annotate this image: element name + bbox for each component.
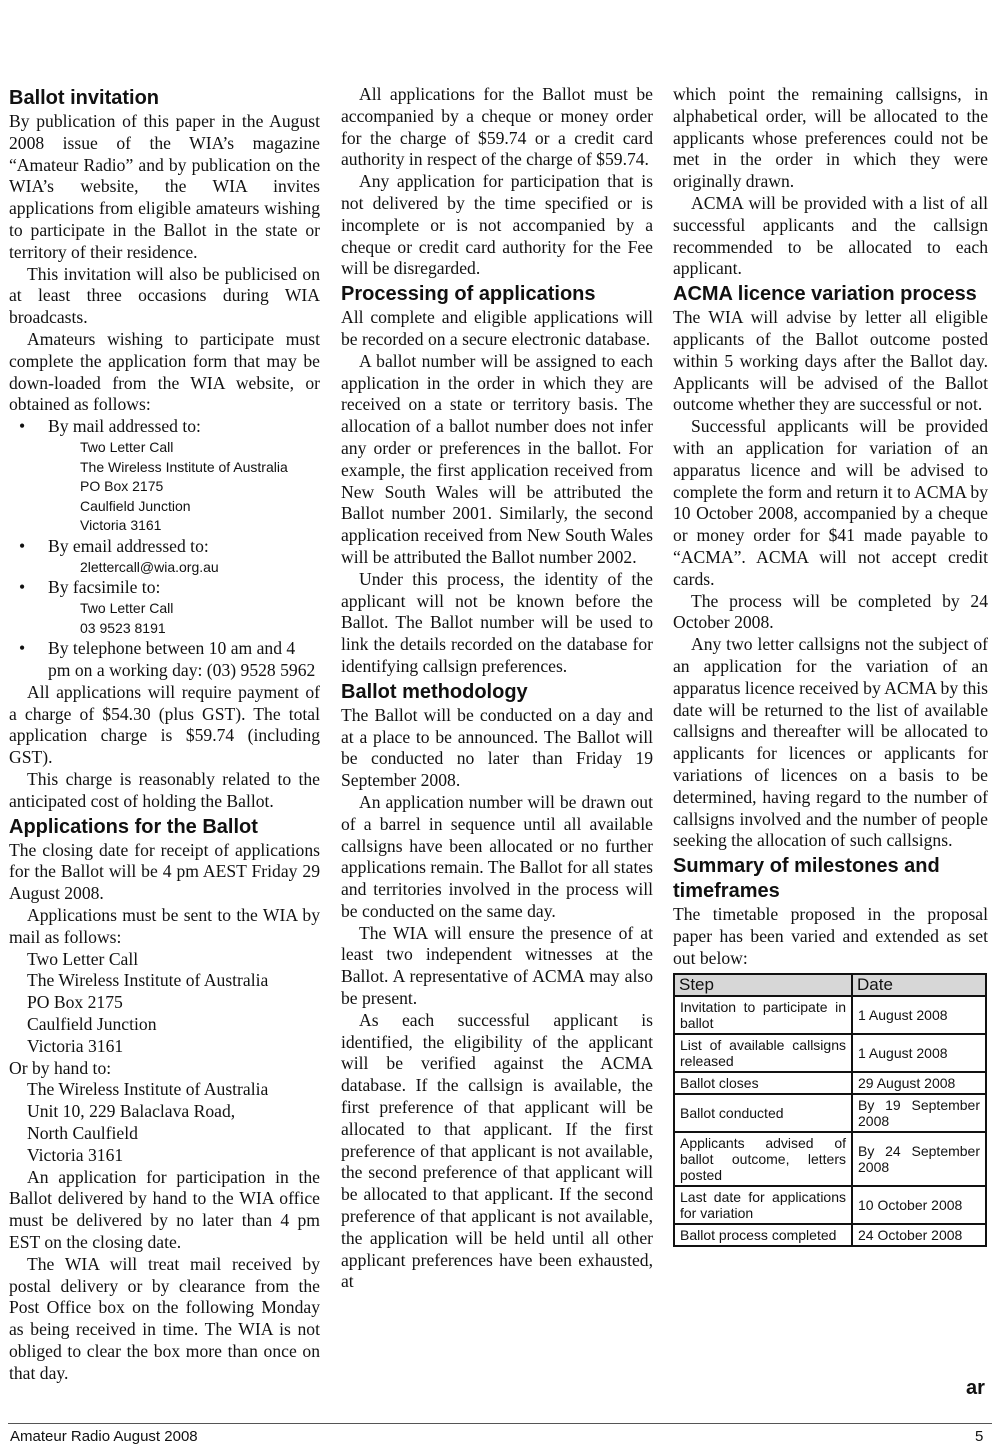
heading-processing: Processing of applications [341,283,596,306]
date-cell: 29 August 2008 [852,1072,986,1094]
paragraph: The WIA will treat mail received by postal delivery or by clearance from the Post Office box on the following Monday as being received in time. The WIA is not obliged to clear the box more than once on that day. [9,1253,320,1383]
paragraph: which point the remaining callsigns, in alphabetical order, will be allocated to the applicants whose preferences could not be met in the order in which they were originally drawn. [673,84,988,192]
step-cell: Invitation to participate in ballot [674,996,852,1034]
column-3 [673,84,988,1247]
bullet-icon: • [19,577,26,598]
milestones-table [673,973,987,1247]
paragraph: The timetable proposed in the proposal paper has been varied and extended as set out below: [673,904,988,968]
footer-divider [8,1423,992,1424]
paragraph: A ballot number will be assigned to each application in the order in which they are received on a state or territory basis. The allocation of a ballot number does not infer any order or preferences in the ballot. For example, the first application received from New South Wales will be attributed the Ballot number 2001. Similarly, the second application received from New South Wales will be attributed the Ballot number 2002. [341,350,653,567]
address-line: Unit 10, 229 Balaclava Road, [27,1101,236,1122]
address-line: The Wireless Institute of Australia [27,970,269,991]
address-line: The Wireless Institute of Australia [27,1079,269,1100]
heading-acma-licence: ACMA licence variation process [673,283,977,306]
step-cell: Ballot process completed [674,1224,852,1246]
mail-address-block [9,438,320,536]
step-cell: List of available callsigns released [674,1034,852,1072]
paragraph: The process will be completed by 24 October 2008. [673,590,988,633]
table-row [674,1224,986,1246]
paragraph: Any two letter callsigns not the subject of an application for the variation of an apparatus licence received by ACMA by this date will be returned to the list of available callsigns and thereafter will be allocated to applicants for licences or applicants for variations of licences on a basis to be determined, having regard to the number of callsigns involved and the number of people seeking the allocation of such callsigns. [673,634,988,851]
address-line: Two Letter Call [27,948,139,969]
address-line: Caulfield Junction [80,497,191,514]
address-line: The Wireless Institute of Australia [80,458,288,475]
paragraph: Amateurs wishing to participate must complete the application form that may be down-loaded from the WIA website, or obtained as follows: [9,328,320,415]
table-row [674,1034,986,1072]
heading-ballot-invitation: Ballot invitation [9,87,159,109]
fax-line: 03 9523 8191 [80,619,166,636]
fax-line: Two Letter Call [80,600,174,617]
bullet-icon: • [19,535,26,556]
paragraph: This charge is reasonably related to the anticipated cost of holding the Ballot. [9,769,320,811]
paragraph: ACMA will be provided with a list of all successful applicants and the callsign recommended to be allocated to each applicant. [673,192,988,279]
fax-block [9,599,320,638]
bullet-icon: • [19,638,26,659]
address-line: Victoria 3161 [27,1035,124,1056]
or-by-hand: Or by hand to: [9,1057,112,1078]
table-row [674,1186,986,1224]
paragraph: The WIA will advise by letter all eligible applicants of the Ballot outcome posted within 5 working days after the Ballot day. Applicants will be advised of the Ballot outcome whether they are successful or not. [673,307,988,415]
date-cell: 1 August 2008 [852,1034,986,1072]
paragraph: An application for participation in the Ballot delivered by hand to the WIA office must be delivered by no later than 4 pm EST on the closing date. [9,1166,320,1253]
paragraph: The WIA will ensure the presence of at least two independent witnesses at the Ballot. A representative of ACMA may also be present. [341,922,653,1009]
step-cell: Ballot conducted [674,1094,852,1132]
column-header-date: Date [852,974,986,996]
paragraph: All complete and eligible applications will be recorded on a secure electronic database. [341,307,653,349]
bullet-mail: • By mail addressed to: [19,416,201,437]
bullet-icon: • [19,416,26,437]
address-line: PO Box 2175 [80,478,164,495]
paragraph: An application number will be drawn out of a barrel in sequence until all available callsigns have been allocated or no further applications remain. The Ballot for all states and territories involved in the process will be conducted on the same day. [341,791,653,921]
table-row [674,1132,986,1186]
step-cell: Last date for applications for variation [674,1186,852,1224]
paragraph: Any application for participation that is not delivered by the time specified or is incomplete or is not accompanied by a cheque or credit card authority for the Fee will be disregarded. [341,171,653,279]
address-line: Two Letter Call [80,438,174,455]
end-mark: ar [966,1377,985,1399]
table-row [674,1072,986,1094]
date-cell: 10 October 2008 [852,1186,986,1224]
table-header-row [674,974,986,996]
heading-applications: Applications for the Ballot [9,815,258,838]
address-line: Victoria 3161 [80,517,162,534]
date-cell: 24 October 2008 [852,1224,986,1246]
paragraph: Successful applicants will be provided with an application for variation of an apparatus licence and will be advised to complete the form and return it to ACMA by 10 October 2008, accompanied by a cheque or money order for $41 made payable to “ACMA”. ACMA will not accept credit cards. [673,416,988,589]
heading-summary: Summary of milestones and timeframes [673,855,940,903]
footer-publication: Amateur Radio August 2008 [10,1428,198,1445]
table-row [674,996,986,1034]
address-line: North Caulfield [27,1123,138,1144]
paragraph: The Ballot will be conducted on a day and at a place to be announced. The Ballot will be conducted no later than Friday 19 September 2008. [341,704,653,791]
step-cell: Ballot closes [674,1072,852,1094]
date-cell: 1 August 2008 [852,996,986,1034]
mail-lines [9,949,320,1058]
address-line: PO Box 2175 [27,992,123,1013]
address-line: Victoria 3161 [27,1144,124,1165]
bullet-email: • By email addressed to: [19,535,209,556]
date-cell: By 19 September 2008 [852,1094,986,1132]
column-header-step: Step [674,974,852,996]
paragraph: Under this process, the identity of the applicant will not be known before the Ballot. The Ballot number will be used to link the details recorded on the database for identifying callsign preferences. [341,568,653,676]
bullet-fax: • By facsimile to: [19,577,161,598]
page-number: 5 [975,1428,984,1445]
paragraph: This invitation will also be publicised on at least three occasions during WIA broadcasts. [9,263,320,328]
column-1 [9,84,320,1385]
table-row [674,1094,986,1132]
paragraph: By publication of this paper in the August 2008 issue of the WIA’s magazine “Amateur Radio” and by publication on the WIA’s website, the WIA invites applications from eligible amateurs wishing to participate in the Ballot in the state or territory of their residence. [9,111,320,262]
paragraph: All applications will require payment of a charge of $54.30 (plus GST). The total application charge is $59.74 (including GST). [9,681,320,768]
address-line: Caulfield Junction [27,1014,157,1035]
paragraph: The closing date for receipt of applications for the Ballot will be 4 pm AEST Friday 29 August 2008. [9,839,320,904]
column-2 [341,84,653,1293]
hand-lines [9,1079,320,1166]
email-address: 2lettercall@wia.org.au [80,558,219,575]
heading-methodology: Ballot methodology [341,680,528,703]
step-cell: Applicants advised of ballot outcome, letters posted [674,1132,852,1186]
paragraph: As each successful applicant is identified, the eligibility of the applicant will be verified against the ACMA database. If the callsign is available, the first preference of that applicant will be allocated to that applicant. If the first preference of that applicant is not available, the second preference of that applicant will be allocated to that applicant. If the second preference of that applicant is not available, the application will be held until all other applicant preferences have been exhausted, at [341,1009,653,1292]
paragraph: Applications must be sent to the WIA by mail as follows: [9,905,320,947]
date-cell: By 24 September 2008 [852,1132,986,1186]
paragraph: All applications for the Ballot must be accompanied by a cheque or money order for the charge of $59.74 or a credit card authority in respect of the charge of $59.74. [341,84,653,170]
bullet-phone: • By telephone between 10 am and 4 pm on a working day: (03) 9528 5962 [19,638,316,681]
